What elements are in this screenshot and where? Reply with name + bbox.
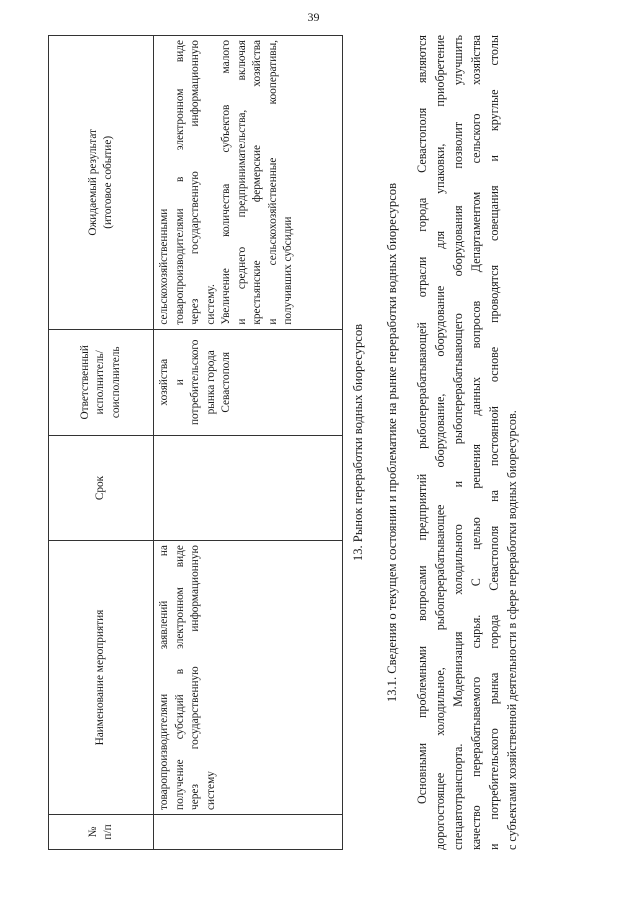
page-number: 39 <box>307 10 320 24</box>
measure-line: через государственную информационную <box>189 545 201 810</box>
result-line: сельскохозяйственными <box>158 208 170 325</box>
result-line: и сельскохозяйственные кооперативы, <box>266 40 279 325</box>
result-line: Увеличение количества субъектов малого <box>220 40 232 325</box>
rotated-page-content <box>40 35 600 850</box>
measures-table <box>48 35 343 850</box>
result-line: систему. <box>204 284 217 325</box>
result-line: товаропроизводителями в электронном виде <box>173 40 186 325</box>
result-line: получивших субсидии <box>282 216 294 325</box>
cell-expected-result <box>154 36 343 330</box>
header-measure-name: Наименование мероприятия <box>49 541 154 815</box>
paragraph-line: спецавтотранспорта. Модернизация холодильного и рыбоперерабатывающего оборудования позволит улучшить <box>451 35 465 850</box>
body-paragraph <box>413 35 521 850</box>
paragraph-line: Основными проблемными вопросами предприятий рыбоперерабатывающей отрасли города Севастополя являются <box>415 35 429 804</box>
paragraph-line: с субъектами хозяйственной деятельности в сфере переработки водных биоресурсов. <box>505 410 519 850</box>
paragraph-line: качество перерабатываемого сырья. С целью решения данных вопросов Департаментом сельского хозяйства <box>469 35 483 850</box>
cell-term <box>154 435 343 540</box>
cell-measure-name <box>154 541 343 815</box>
measure-line: получение субсидий в электронном виде <box>173 545 186 810</box>
result-line: через государственную информационную <box>189 40 201 325</box>
result-line: крестьянские фермерские хозяйства <box>251 40 263 325</box>
header-responsible: Ответственный исполнитель/ соисполнитель <box>49 329 154 435</box>
result-line: и среднего предпринимательства, включая <box>235 40 248 325</box>
header-term: Срок <box>49 435 154 540</box>
header-number: № п/п <box>49 814 154 849</box>
table-header-row <box>49 36 154 850</box>
measure-line: товаропроизводителями заявлений на <box>158 545 170 810</box>
cell-responsible: хозяйства и потребительского рынка города Севастополя <box>154 329 343 435</box>
measure-line: систему <box>204 771 217 810</box>
header-expected-result: Ожидаемый результат (итоговое событие) <box>49 36 154 330</box>
paragraph-line: дорогостоящее холодильное, рыбоперерабатывающее оборудование, оборудование для упаковки, приобретение <box>433 35 447 850</box>
paragraph-line: и потребительского рынка города Севастополя на постоянной основе проводятся совещания и круглые столы <box>487 35 501 850</box>
cell-number <box>154 814 343 849</box>
section-title: 13. Рынок переработки водных биоресурсов <box>351 323 365 562</box>
subsection-title: 13.1. Сведения о текущем состоянии и проблематике на рынке переработки водных биоресурсов <box>385 182 399 703</box>
table-row <box>154 36 343 850</box>
